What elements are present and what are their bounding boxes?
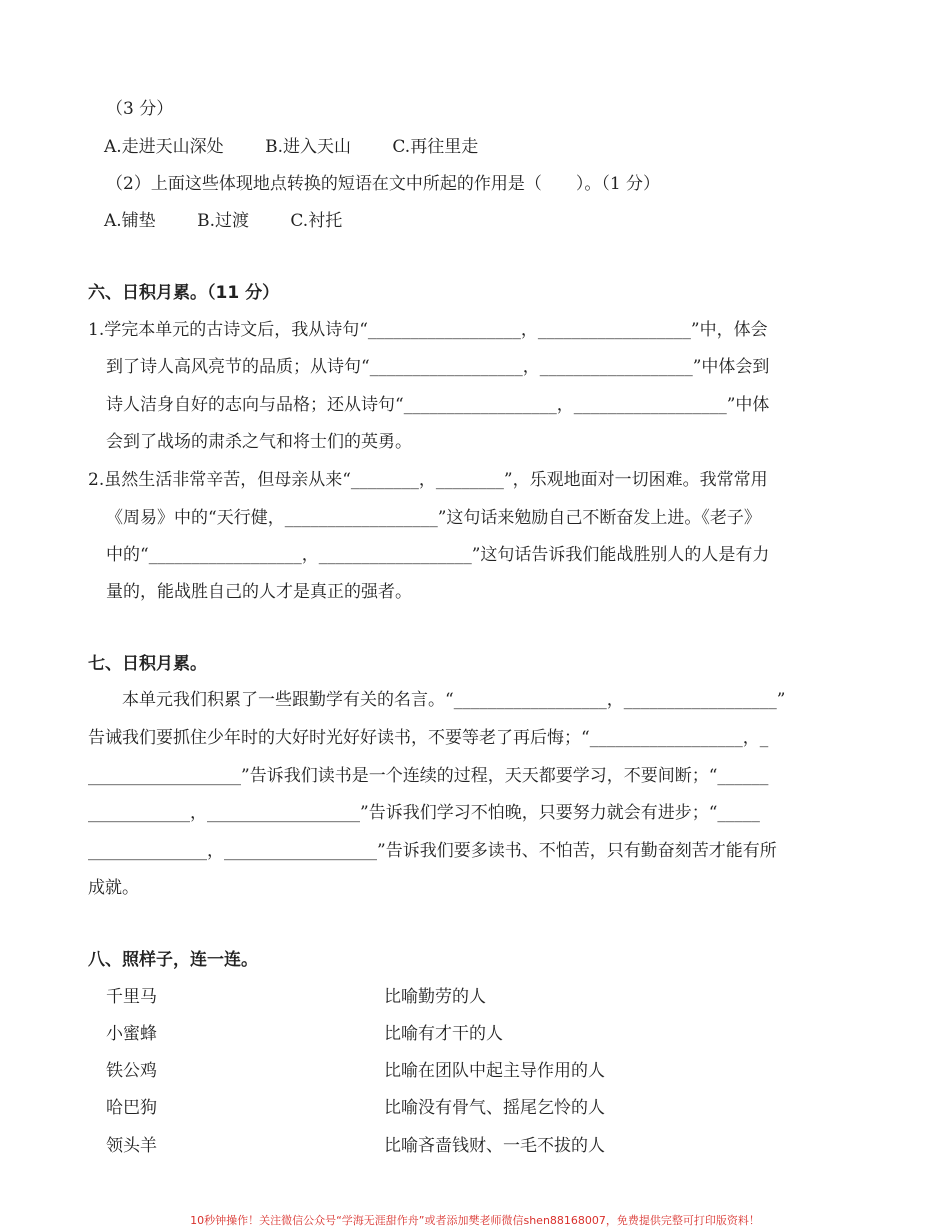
option-b: B.进入天山 [265,137,351,157]
text-line: 到了诗人高风亮节的品质；从诗句“__________________，__________________”中体会到 [106,357,770,377]
text-line: ______________，__________________”告诉我们要多读书、不怕苦，只有勤奋刻苦才能有所 [88,841,777,861]
option-a: A.铺垫 [104,211,156,231]
text-line: 1.学完本单元的古诗文后，我从诗句“__________________，__________________”中，体会 [88,320,768,340]
match-left-item: 千里马 [106,987,157,1007]
section-8-heading: 八、照样子，连一连。 [88,950,258,970]
text-line: 会到了战场的肃杀之气和将士们的英勇。 [106,432,412,452]
option-a: A.走进天山深处 [104,137,224,157]
match-left-item: 领头羊 [106,1136,157,1156]
option-c: C.衬托 [290,211,343,231]
match-right-item: 比喻有才干的人 [384,1024,503,1044]
score-line: （3 分） [106,99,174,119]
match-left-item: 哈巴狗 [106,1098,157,1118]
promo-footer: 10秒钟操作！关注微信公众号“学海无涯甜作舟”或者添加樊老师微信shen88168007，免费提供完整可打印版资料！ [190,1214,760,1227]
q1-options [104,139,514,156]
text-line: 成就。 [88,878,139,898]
text-line: 《周易》中的“天行健，__________________”这句话来勉励自己不断奋发上进。《老子》 [106,508,761,528]
section-6-heading: 六、日积月累。（11 分） [88,283,280,303]
question-2: （2）上面这些体现地点转换的短语在文中所起的作用是（ ）。（1 分） [106,174,661,194]
text-line: 2.虽然生活非常辛苦，但母亲从来“________，________”，乐观地面对一切困难。我常常用 [88,470,768,490]
option-c: C.再往里走 [392,137,479,157]
text-line: 告诫我们要抓住少年时的大好时光好好读书，不要等老了再后悔；“__________________，_ [88,728,769,748]
match-right-item: 比喻没有骨气、摇尾乞怜的人 [384,1098,605,1118]
match-right-item: 比喻在团队中起主导作用的人 [384,1061,605,1081]
option-b: B.过渡 [197,211,249,231]
match-right-item: 比喻勤劳的人 [384,987,486,1007]
text-line: ____________，__________________”告诉我们学习不怕晚，只要努力就会有进步；“_____ [88,803,760,823]
match-left-item: 小蜜蜂 [106,1024,157,1044]
text-line: 量的，能战胜自己的人才是真正的强者。 [106,582,412,602]
match-left-item: 铁公鸡 [106,1061,157,1081]
q2-options [104,213,378,230]
section-7-heading: 七、日积月累。 [88,654,207,674]
text-line: __________________”告诉我们读书是一个连续的过程，天天都要学习，不要间断；“______ [88,766,769,786]
match-right-item: 比喻吝啬钱财、一毛不拔的人 [384,1136,605,1156]
text-line: 本单元我们积累了一些跟勤学有关的名言。“__________________，__________________” [122,690,786,710]
text-line: 中的“__________________，__________________”这句话告诉我们能战胜别人的人是有力 [106,545,770,565]
text-line: 诗人洁身自好的志向与品格；还从诗句“__________________，__________________”中体 [106,395,770,415]
